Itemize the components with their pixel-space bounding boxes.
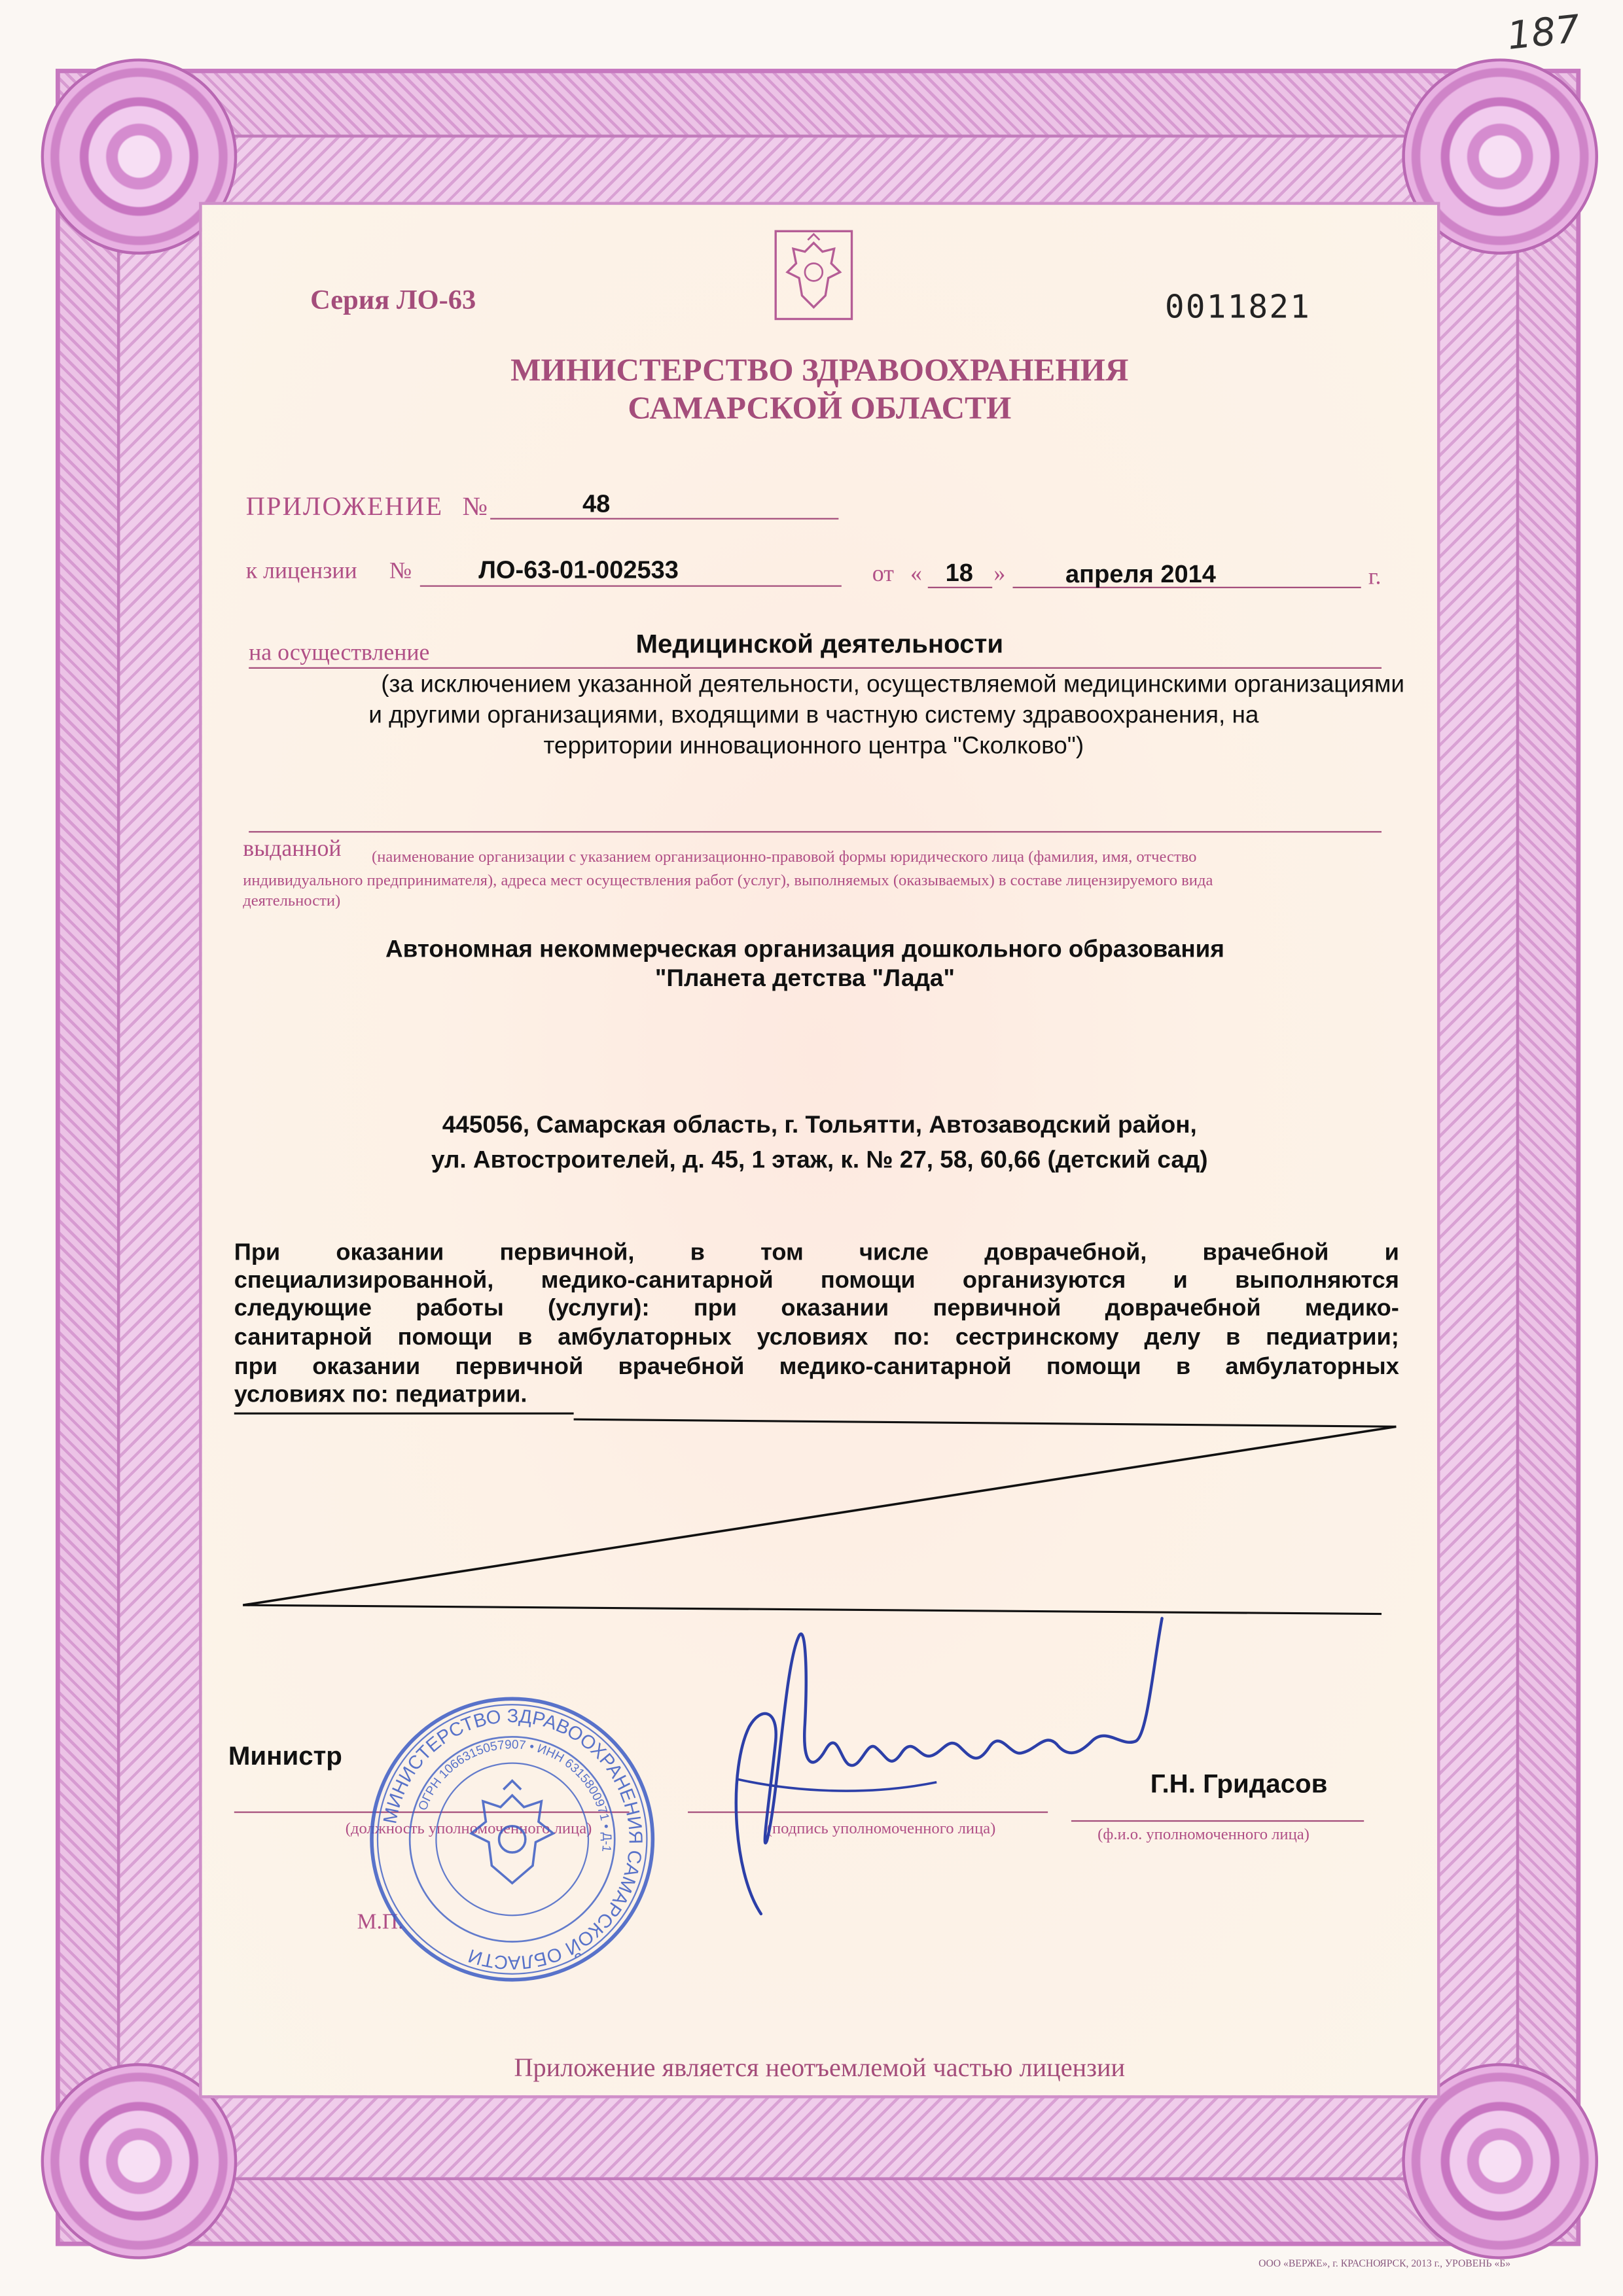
license-number-sign: № <box>389 559 412 584</box>
handwritten-signature <box>702 1606 1185 1928</box>
license-month-year-value: апреля 2014 <box>1065 560 1216 588</box>
organization-address-line1: 445056, Самарская область, г. Тольятти, Автозаводский район, <box>442 1112 1197 1139</box>
activity-description-line3: территории инновационного центра "Сколково") <box>543 733 1084 760</box>
seal-ring-text: МИНИСТЕРСТВО ЗДРАВООХРАНЕНИЯ САМАРСКОЙ ОБЛАСТИ <box>380 1706 646 1973</box>
form-serial-number: 0011821 <box>1165 289 1311 327</box>
appendix-label: ПРИЛОЖЕНИЕ <box>245 491 444 521</box>
organization-name-line1: Автономная некоммерческая организация дошкольного образования <box>385 936 1224 963</box>
activity-title: Медицинской деятельности <box>635 629 1004 659</box>
license-date-from-label: от <box>872 561 894 587</box>
svg-text:ОГРН 1066315057907 • ИНН 63158 <box>416 1738 614 1852</box>
handwritten-page-number: 187 <box>1505 8 1582 60</box>
series-label: Серия ЛО-63 <box>310 285 476 317</box>
organization-name-line2: "Планета детства "Лада" <box>654 965 955 993</box>
license-number-value: ЛО-63-01-002533 <box>478 556 679 584</box>
seal-eagle-icon <box>471 1781 553 1884</box>
activity-label: на осуществление <box>249 641 430 666</box>
ministry-title-line2: САМАРСКОЙ ОБЛАСТИ <box>628 389 1012 426</box>
services-line5: при оказании первичной врачебной медико-санитарной помощи в амбулаторных <box>234 1353 1399 1380</box>
services-line1: При оказании первичной, в том числе доврачебной, врачебной и <box>234 1239 1399 1266</box>
seal-inner-text: ОГРН 1066315057907 • ИНН 6315800971 • Д-1 <box>416 1738 614 1853</box>
issued-hint-line2: индивидуального предпринимателя), адреса мест осуществления работ (услуг), выполняемых (оказываемых) в составе лицензируемого вида <box>243 872 1213 890</box>
organization-address-line2: ул. Автостроителей, д. 45, 1 этаж, к. № 27, 58, 60,66 (детский сад) <box>431 1147 1208 1174</box>
caption-signature: (подпись уполномоченного лица) <box>766 1820 996 1838</box>
appendix-number-value: 48 <box>582 490 611 518</box>
issued-hint-line1: (наименование организации с указанием организационно-правовой формы юридического лица (фамилия, имя, отчество <box>372 849 1197 866</box>
appendix-number-sign: № <box>462 491 488 521</box>
services-line6: условиях по: педиатрии. <box>234 1381 527 1408</box>
signatory-name: Г.Н. Гридасов <box>1150 1769 1328 1799</box>
printer-note: ООО «ВЕРЖЕ», г. КРАСНОЯРСК, 2013 г., УРОВЕНЬ «Б» <box>1258 2257 1511 2270</box>
signatory-position: Министр <box>228 1741 342 1771</box>
services-line4: санитарной помощи в амбулаторных условиях по: сестринскому делу в педиатрии; <box>234 1324 1399 1351</box>
license-date-quote-close: » <box>993 561 1006 587</box>
issued-hint-line3: деятельности) <box>243 892 341 910</box>
caption-name: (ф.и.о. уполномоченного лица) <box>1097 1826 1310 1844</box>
activity-description-line1: (за исключением указанной деятельности, осуществляемой медицинскими организациями <box>381 671 1404 698</box>
official-seal-stamp <box>366 1693 658 1985</box>
services-line2: специализированной, медико-санитарной помощи организуются и выполняются <box>234 1267 1399 1294</box>
stamp-place-label: М.П. <box>357 1911 404 1935</box>
license-date-quote-open: « <box>910 561 922 587</box>
issued-label: выданной <box>243 837 342 862</box>
activity-description-line2: и другими организациями, входящими в частную систему здравоохранения, на <box>368 702 1259 729</box>
services-line3: следующие работы (услуги): при оказании первичной доврачебной медико- <box>234 1295 1399 1322</box>
license-day-value: 18 <box>945 559 973 587</box>
caption-position: (должность уполномоченного лица) <box>345 1820 592 1838</box>
license-label: к лицензии <box>245 559 357 584</box>
ministry-title-line1: МИНИСТЕРСТВО ЗДРАВООХРАНЕНИЯ <box>510 351 1129 388</box>
license-year-suffix: г. <box>1368 565 1382 590</box>
appendix-footer-note: Приложение является неотъемлемой частью лицензии <box>514 2053 1126 2083</box>
